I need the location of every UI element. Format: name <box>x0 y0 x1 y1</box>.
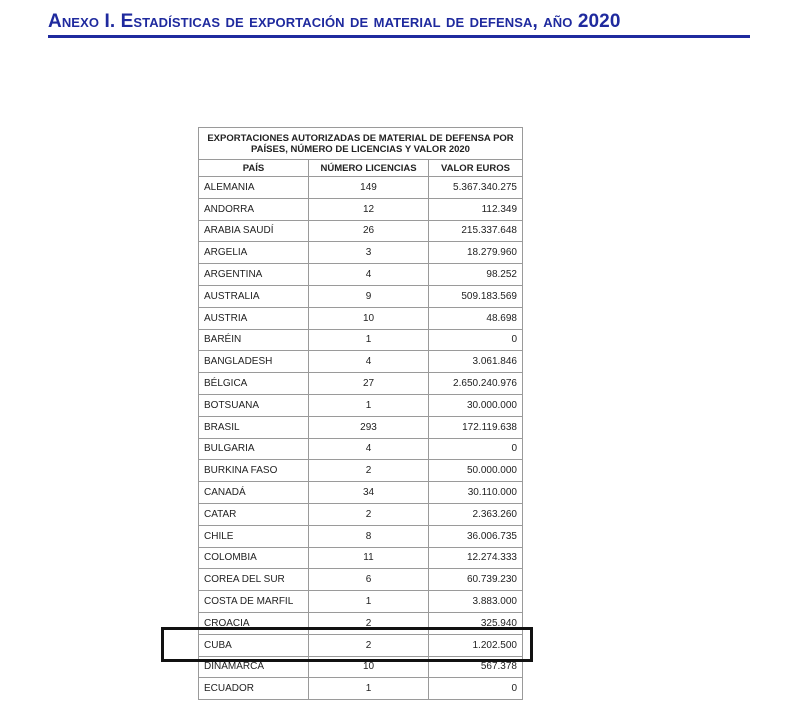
cell-licenses: 34 <box>309 482 429 504</box>
cell-licenses: 1 <box>309 394 429 416</box>
table-row <box>199 307 523 329</box>
cell-value: 50.000.000 <box>429 460 523 482</box>
table-row <box>199 220 523 242</box>
cell-country: CROACIA <box>199 612 309 634</box>
cell-country: BÉLGICA <box>199 373 309 395</box>
cell-country: CANADÁ <box>199 482 309 504</box>
table-row <box>199 591 523 613</box>
table-row <box>199 285 523 307</box>
cell-value: 172.119.638 <box>429 416 523 438</box>
cell-country: AUSTRALIA <box>199 285 309 307</box>
cell-licenses: 10 <box>309 656 429 678</box>
table-row <box>199 569 523 591</box>
cell-licenses: 1 <box>309 678 429 700</box>
cell-licenses: 4 <box>309 264 429 286</box>
table-row <box>199 416 523 438</box>
cell-value: 36.006.735 <box>429 525 523 547</box>
cell-value: 0 <box>429 438 523 460</box>
cell-value: 12.274.333 <box>429 547 523 569</box>
cell-value: 48.698 <box>429 307 523 329</box>
cell-country: AUSTRIA <box>199 307 309 329</box>
cell-country: ECUADOR <box>199 678 309 700</box>
cell-country: BRASIL <box>199 416 309 438</box>
cell-licenses: 2 <box>309 612 429 634</box>
cell-licenses: 4 <box>309 438 429 460</box>
cell-licenses: 2 <box>309 634 429 656</box>
cell-country: ANDORRA <box>199 198 309 220</box>
cell-value: 0 <box>429 329 523 351</box>
cell-country: BURKINA FASO <box>199 460 309 482</box>
cell-licenses: 4 <box>309 351 429 373</box>
cell-value: 215.337.648 <box>429 220 523 242</box>
cell-value: 5.367.340.275 <box>429 177 523 199</box>
table-row <box>199 460 523 482</box>
column-header-licenses: NÚMERO LICENCIAS <box>309 160 429 177</box>
table-row <box>199 394 523 416</box>
cell-licenses: 3 <box>309 242 429 264</box>
cell-country: ARGENTINA <box>199 264 309 286</box>
cell-value: 18.279.960 <box>429 242 523 264</box>
cell-value: 2.650.240.976 <box>429 373 523 395</box>
cell-value: 60.739.230 <box>429 569 523 591</box>
cell-country: CHILE <box>199 525 309 547</box>
cell-value: 2.363.260 <box>429 503 523 525</box>
cell-licenses: 10 <box>309 307 429 329</box>
cell-country: DINAMARCA <box>199 656 309 678</box>
heading-underline <box>48 35 750 38</box>
cell-value: 3.061.846 <box>429 351 523 373</box>
table-row <box>199 351 523 373</box>
cell-licenses: 6 <box>309 569 429 591</box>
cell-licenses: 2 <box>309 460 429 482</box>
cell-value: 30.000.000 <box>429 394 523 416</box>
cell-licenses: 1 <box>309 591 429 613</box>
table-row <box>199 264 523 286</box>
table-row <box>199 547 523 569</box>
cell-licenses: 293 <box>309 416 429 438</box>
cell-licenses: 26 <box>309 220 429 242</box>
table-row <box>199 482 523 504</box>
cell-country: ARABIA SAUDÍ <box>199 220 309 242</box>
cell-country: BOTSUANA <box>199 394 309 416</box>
cell-country: BULGARIA <box>199 438 309 460</box>
table-row <box>199 242 523 264</box>
cell-value: 325.940 <box>429 612 523 634</box>
column-header-value: VALOR EUROS <box>429 160 523 177</box>
table-caption: EXPORTACIONES AUTORIZADAS DE MATERIAL DE DEFENSA POR PAÍSES, NÚMERO DE LICENCIAS Y VALOR 2020 <box>199 128 523 160</box>
cell-value: 3.883.000 <box>429 591 523 613</box>
cell-licenses: 2 <box>309 503 429 525</box>
exports-table <box>198 127 523 700</box>
table-row <box>199 198 523 220</box>
highlight-box-cuba <box>161 627 533 662</box>
cell-value: 567.378 <box>429 656 523 678</box>
cell-country: BARÉIN <box>199 329 309 351</box>
cell-value: 98.252 <box>429 264 523 286</box>
cell-licenses: 9 <box>309 285 429 307</box>
cell-country: CATAR <box>199 503 309 525</box>
cell-country: COLOMBIA <box>199 547 309 569</box>
table-row <box>199 678 523 700</box>
cell-licenses: 27 <box>309 373 429 395</box>
table-row <box>199 503 523 525</box>
cell-country: CUBA <box>199 634 309 656</box>
table-row <box>199 438 523 460</box>
cell-licenses: 11 <box>309 547 429 569</box>
cell-licenses: 1 <box>309 329 429 351</box>
cell-licenses: 12 <box>309 198 429 220</box>
column-header-country: PAÍS <box>199 160 309 177</box>
cell-licenses: 149 <box>309 177 429 199</box>
cell-country: COREA DEL SUR <box>199 569 309 591</box>
cell-value: 0 <box>429 678 523 700</box>
cell-value: 112.349 <box>429 198 523 220</box>
cell-licenses: 8 <box>309 525 429 547</box>
cell-country: ARGELIA <box>199 242 309 264</box>
table-row <box>199 329 523 351</box>
cell-country: BANGLADESH <box>199 351 309 373</box>
table-body <box>199 177 523 700</box>
cell-country: COSTA DE MARFIL <box>199 591 309 613</box>
cell-value: 30.110.000 <box>429 482 523 504</box>
page-heading: Anexo I. Estadísticas de exportación de material de defensa, año 2020 <box>48 11 621 32</box>
cell-value: 1.202.500 <box>429 634 523 656</box>
cell-value: 509.183.569 <box>429 285 523 307</box>
table-row <box>199 525 523 547</box>
table-row <box>199 373 523 395</box>
cell-country: ALEMANIA <box>199 177 309 199</box>
table-row <box>199 177 523 199</box>
